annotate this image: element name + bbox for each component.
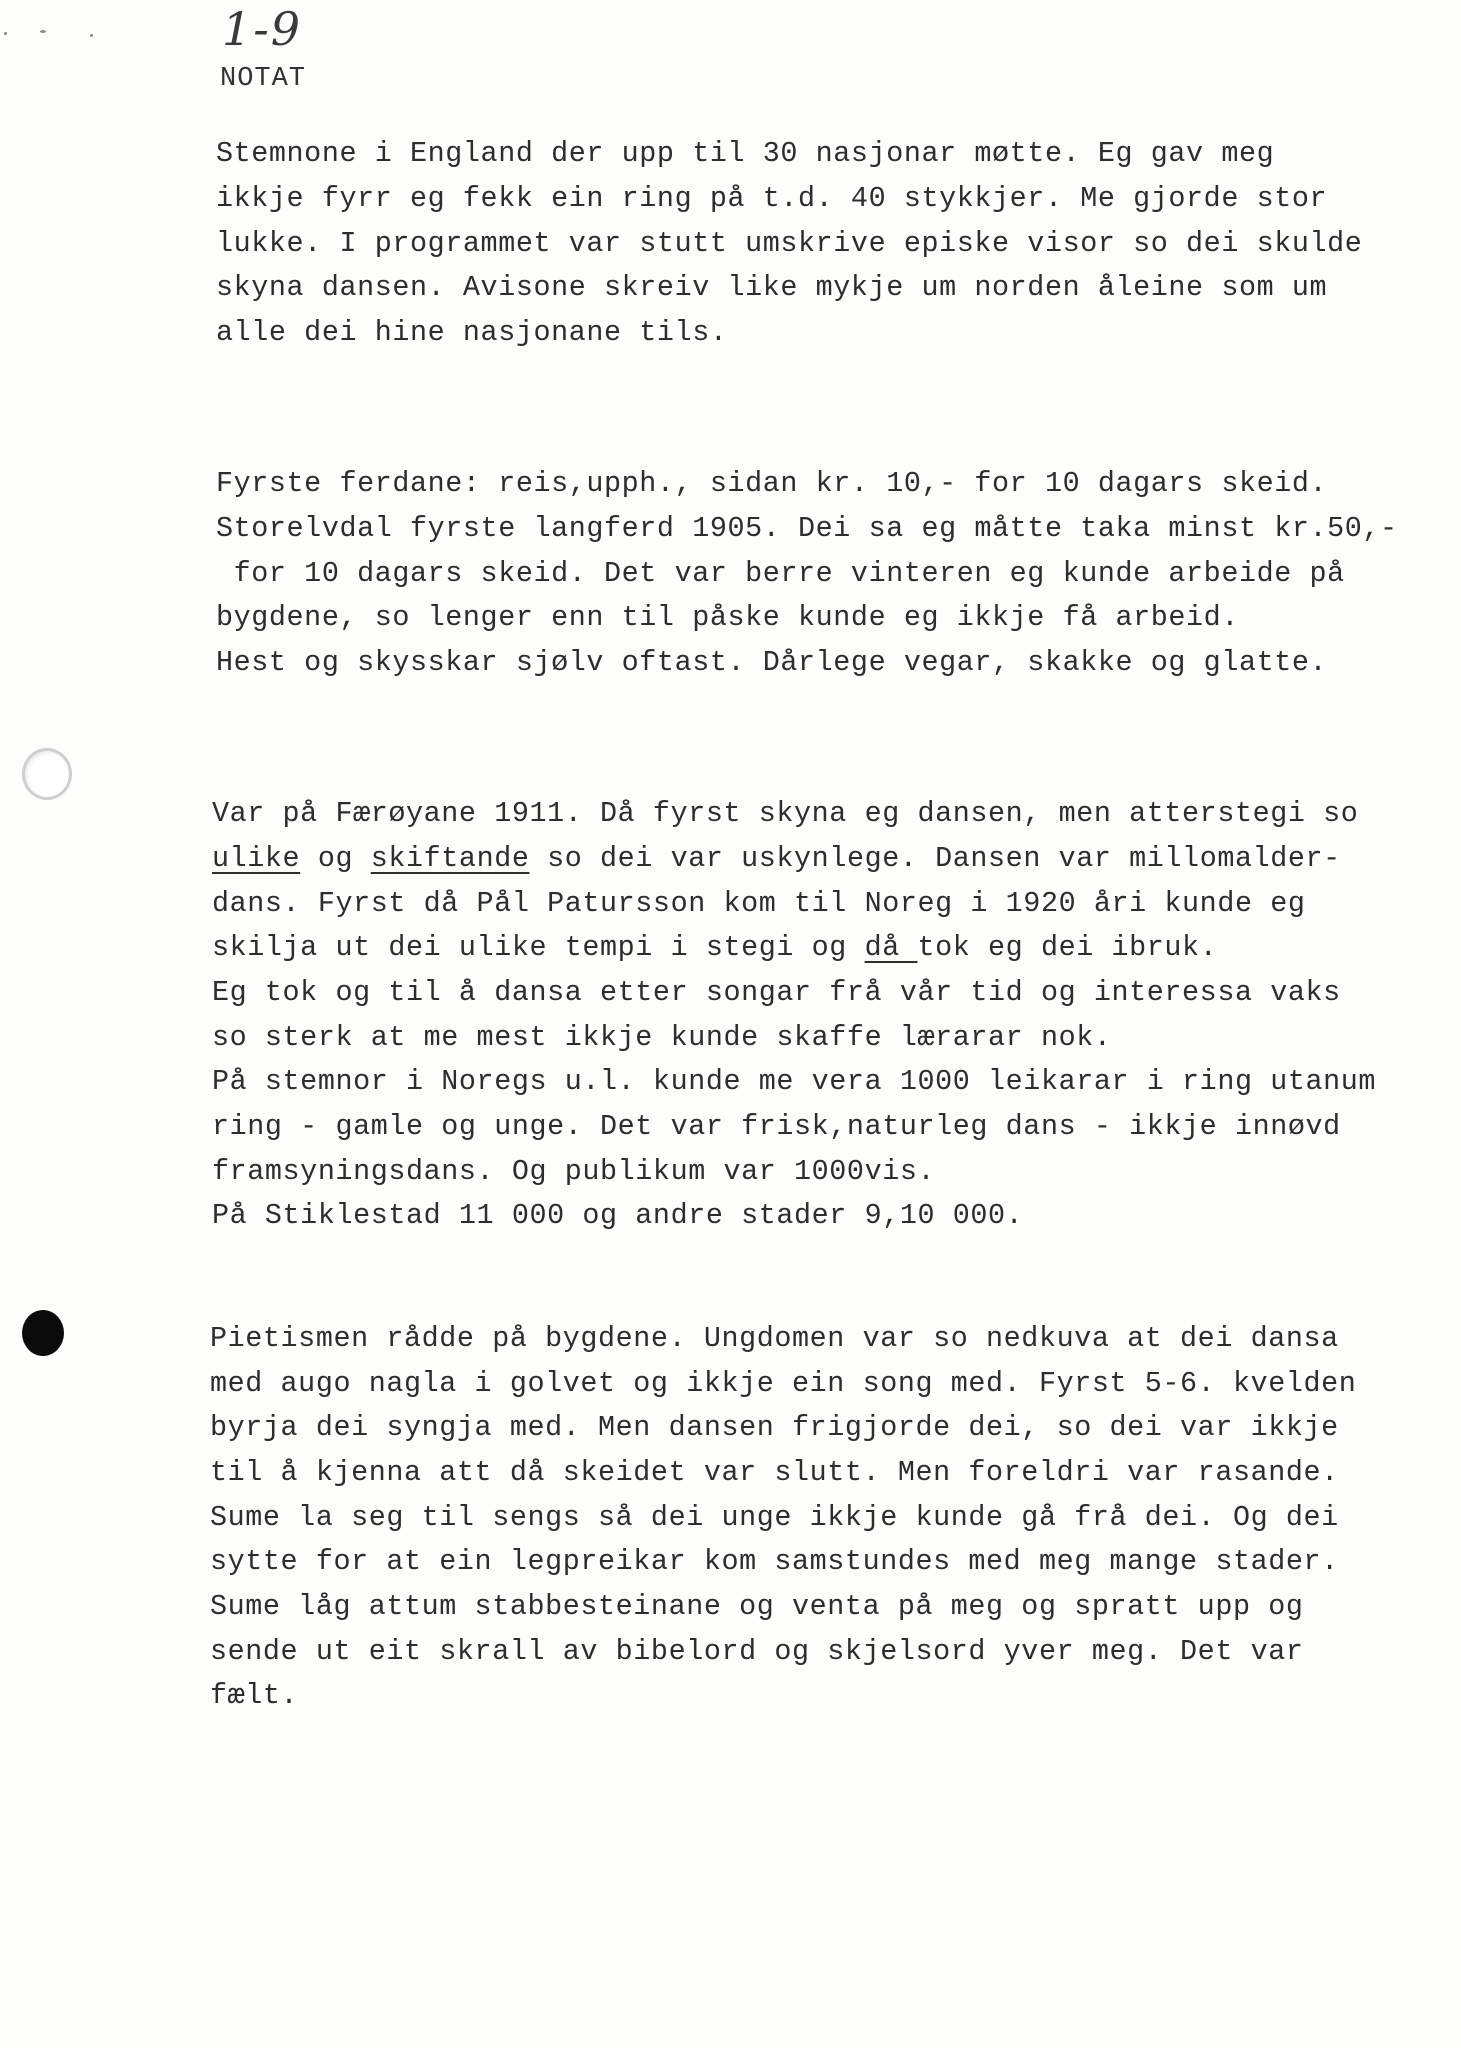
punch-hole-filled [22, 1310, 64, 1356]
text-line: for 10 dagars skeid. Det var berre vinteren eg kunde arbeide på [216, 557, 1345, 590]
text-line: bygdene, so lenger enn til påske kunde eg ikkje få arbeid. [216, 601, 1239, 634]
text-line: dans. Fyrst då Pål Patursson kom til Noreg i 1920 åri kunde eg [212, 887, 1306, 920]
text-line: sende ut eit skrall av bibelord og skjelsord yver meg. Det var [210, 1635, 1304, 1668]
text-line: Var på Færøyane 1911. Då fyrst skyna eg dansen, men atterstegi so [212, 797, 1359, 830]
text-line-underlined: skilja ut dei ulike tempi i stegi og då tok eg dei ibruk. [212, 931, 1218, 964]
text-line: ikkje fyrr eg fekk ein ring på t.d. 40 stykkjer. Me gjorde stor [216, 182, 1328, 215]
text-line: ring - gamle og unge. Det var frisk,naturleg dans - ikkje innøvd [212, 1110, 1341, 1143]
handwritten-page-number: 1-9 [222, 2, 303, 56]
text-line: Pietismen rådde på bygdene. Ungdomen var so nedkuva at dei dansa [210, 1322, 1339, 1355]
text-line-underlined: ulike og skiftande so dei var uskynlege. Dansen var millomalder- [212, 842, 1341, 875]
text-line: Fyrste ferdane: reis,upph., sidan kr. 10,- for 10 dagars skeid. [216, 467, 1328, 500]
text-line: alle dei hine nasjonane tils. [216, 316, 728, 349]
text-line: Eg tok og til å dansa etter songar frå vår tid og interessa vaks [212, 976, 1341, 1009]
text-line: På Stiklestad 11 000 og andre stader 9,10 000. [212, 1199, 1024, 1232]
text-line: Storelvdal fyrste langferd 1905. Dei sa eg måtte taka minst kr.50,- [216, 512, 1398, 545]
text-line: Stemnone i England der upp til 30 nasjonar møtte. Eg gav meg [216, 137, 1275, 170]
text-line: skyna dansen. Avisone skreiv like mykje um norden åleine som um [216, 271, 1328, 304]
text-line: Hest og skysskar sjølv oftast. Dårlege vegar, skakke og glatte. [216, 646, 1328, 679]
text-line: Sume låg attum stabbesteinane og venta på meg og spratt upp og [210, 1590, 1304, 1623]
punch-hole-empty [22, 748, 72, 800]
underlined-word: då [864, 931, 918, 964]
text-line: På stemnor i Noregs u.l. kunde me vera 1000 leikarar i ring utanum [212, 1065, 1377, 1098]
document-heading: NOTAT [220, 64, 307, 94]
text-line: til å kjenna att då skeidet var slutt. Men foreldri var rasande. [210, 1456, 1339, 1489]
text-line: framsyningsdans. Og publikum var 1000vis. [212, 1155, 936, 1188]
text-line: so sterk at me mest ikkje kunde skaffe lærarar nok. [212, 1021, 1112, 1054]
text-line: med augo nagla i golvet og ikkje ein song med. Fyrst 5-6. kvelden [210, 1367, 1357, 1400]
text-line: fælt. [210, 1679, 299, 1712]
text-line: Sume la seg til sengs så dei unge ikkje kunde gå frå dei. Og dei [210, 1501, 1339, 1534]
underlined-word: ulike [212, 842, 301, 875]
underlined-word: skiftande [370, 842, 530, 875]
text-line: lukke. I programmet var stutt umskrive episke visor so dei skulde [216, 227, 1363, 260]
text-line: sytte for at ein legpreikar kom samstundes med meg mange stader. [210, 1545, 1339, 1578]
text-line: byrja dei syngja med. Men dansen frigjorde dei, so dei var ikkje [210, 1411, 1339, 1444]
